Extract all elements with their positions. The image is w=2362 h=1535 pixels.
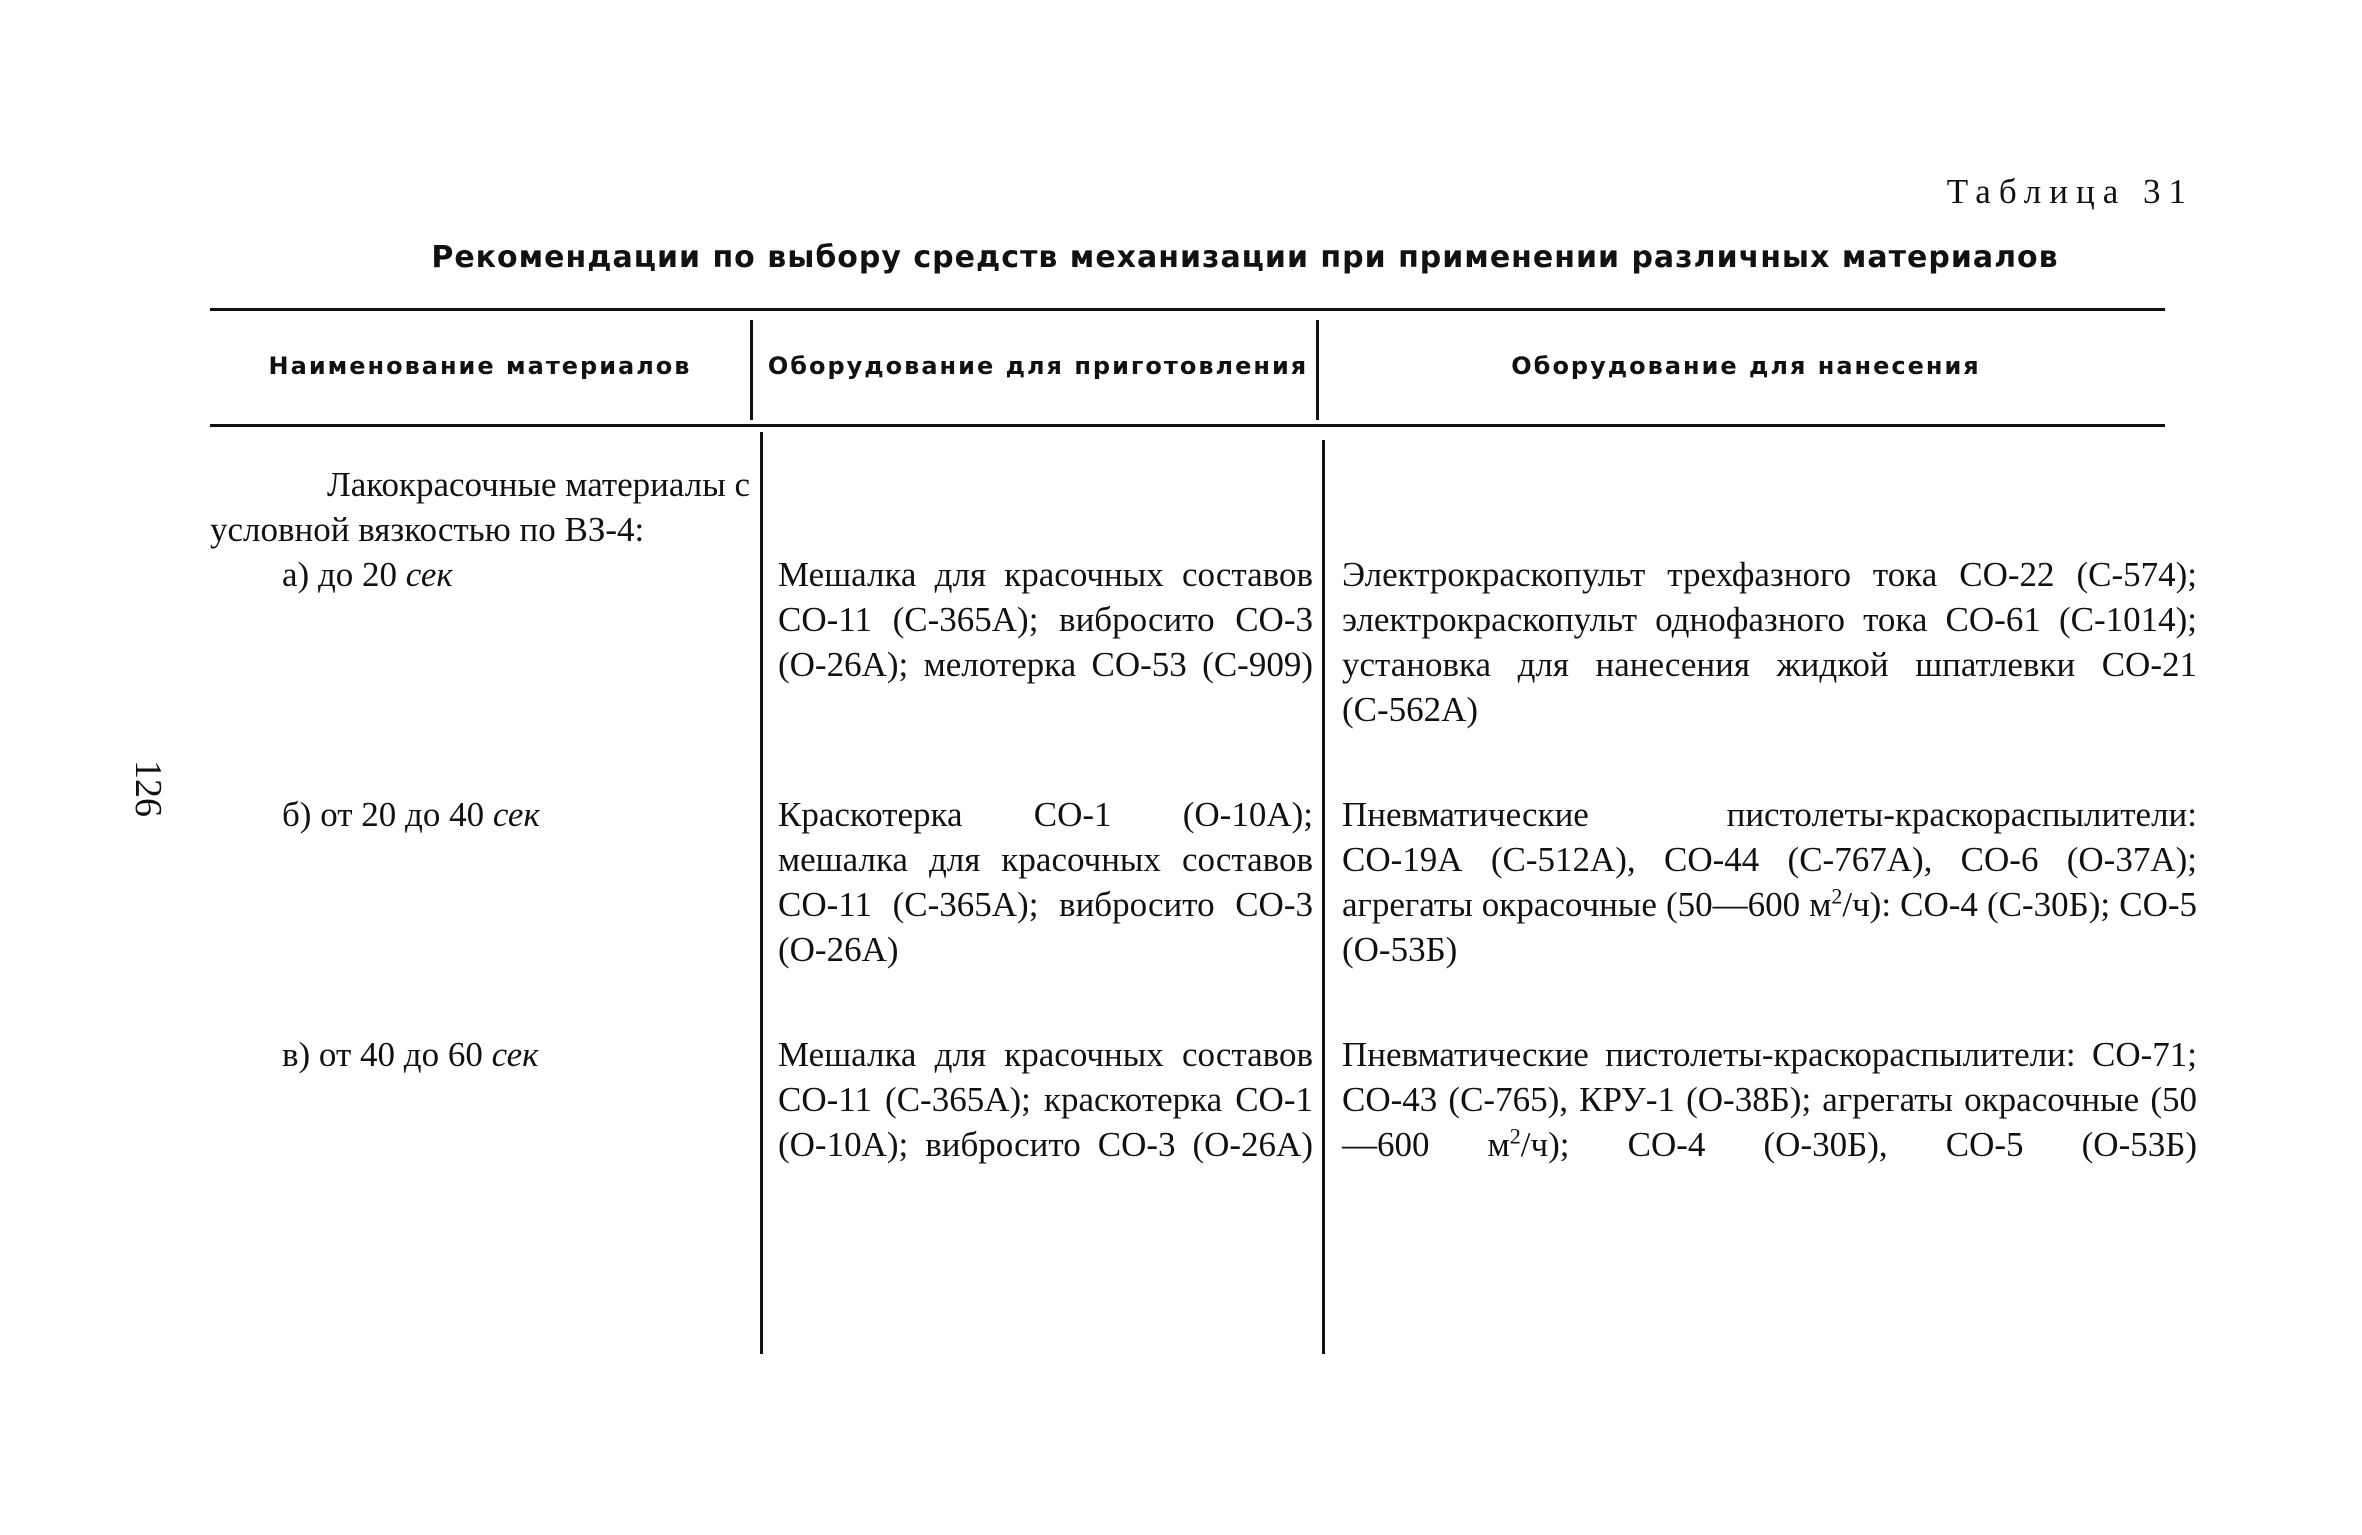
row-c-application-text: Пневматические пистолеты-краскораспылители: СО-71; СО-43 (С-765), КРУ-1 (О-38Б); агрегаты окрасочные (50—600 м	[1342, 1035, 2197, 1164]
row-a-label: а) до 20	[282, 555, 397, 594]
row-b-application-text: Пневматические пистолеты-краскораспылители: СО-19А (С-512А), СО-44 (С-767А), СО-6 (О-37А); агрегаты окрасочные (50—600 м	[1342, 795, 2197, 924]
row-b-unit: сек	[492, 795, 540, 834]
materials-intro	[210, 462, 750, 552]
row-c-application	[1342, 1032, 2197, 1167]
header-materials: Наименование материалов	[268, 352, 692, 380]
row-c-application-text-end: /ч); СО-4 (О-30Б), СО-5 (О-53Б)	[1520, 1125, 2197, 1164]
row-c-preparation: Мешалка для красочных составов СО-11 (С-365А); краскотерка СО-1 (О-10А); вибросито СО-3 (О-26А)	[778, 1035, 1313, 1164]
row-b-application-sup: 2	[1831, 883, 1843, 909]
row-c-viscosity	[282, 1032, 742, 1077]
row-a-viscosity	[282, 552, 742, 597]
row-b-preparation: Краскотерка СО-1 (О-10А); мешалка для красочных составов СО-11 (С-365А); вибросито СО-3 (О-26А)	[778, 795, 1313, 969]
row-a-unit: сек	[405, 555, 453, 594]
column-divider-header-2	[1316, 320, 1319, 420]
row-a-application: Электрокраскопульт трехфазного тока СО-22 (С-574); электрокраскопульт однофазного тока СО-61 (С-1014); установка для нанесения жидкой шпатлевки СО-21 (С-562А)	[1342, 555, 2197, 729]
table-label: Таблица 31	[1946, 172, 2194, 211]
header-application: Оборудование для нанесения	[1511, 352, 1981, 380]
header-bottom-rule	[210, 424, 2165, 427]
row-a-preparation: Мешалка для красочных составов СО-11 (С-365А); вибросито СО-3 (О-26А); мелотерка СО-53 (С-909)	[778, 555, 1313, 684]
materials-intro-line2: условной вязкостью по ВЗ-4:	[210, 510, 645, 549]
row-c-application-sup: 2	[1509, 1123, 1521, 1149]
row-b-label: б) от 20 до 40	[282, 795, 485, 834]
column-divider-body-2	[1322, 440, 1325, 1354]
row-b-application-text-end: /ч): СО-4 (С-30Б); СО-5 (О-53Б)	[1342, 885, 2197, 969]
row-c-unit: сек	[491, 1035, 539, 1074]
row-b-viscosity	[282, 792, 742, 837]
column-divider-header-1	[750, 320, 753, 420]
header-preparation: Оборудование для приготовления	[767, 352, 1309, 380]
table-title: Рекомендации по выбору средств механизации при применении различных материалов	[431, 240, 2059, 275]
page-number: 126	[127, 760, 169, 817]
materials-intro-line1: Лакокрасочные материалы с	[326, 465, 750, 504]
header-top-rule	[210, 308, 2165, 311]
column-divider-body-1	[760, 432, 763, 1354]
row-c-label: в) от 40 до 60	[282, 1035, 483, 1074]
row-b-application	[1342, 792, 2197, 972]
